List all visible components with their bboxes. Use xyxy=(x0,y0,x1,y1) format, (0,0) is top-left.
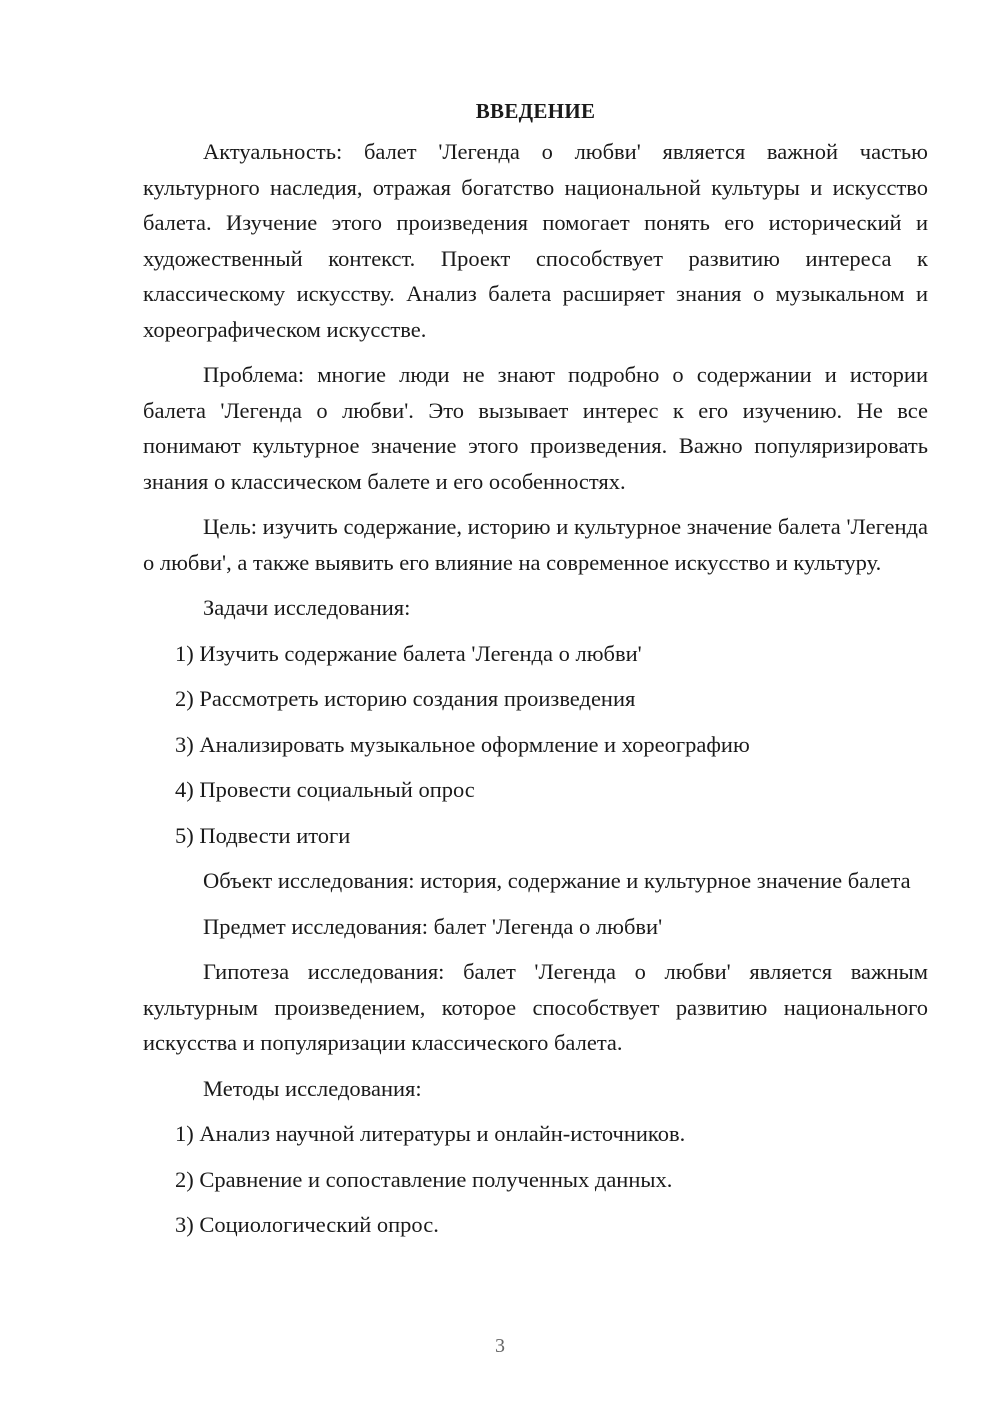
page-content xyxy=(143,96,928,1253)
object-paragraph: Объект исследования: история, содержание и культурное значение балета xyxy=(203,868,911,893)
task-item-4: 4) Провести социальный опрос xyxy=(175,777,475,802)
goal-paragraph: Цель: изучить содержание, историю и культурное значение балета 'Легенда о любви', а также выявить его влияние на современное искусство и культуру. xyxy=(143,514,928,575)
tasks-heading: Задачи исследования: xyxy=(203,595,411,620)
methods-heading: Методы исследования: xyxy=(203,1075,422,1101)
method-item-2: 2) Сравнение и сопоставление полученных данных. xyxy=(175,1166,673,1192)
relevance-paragraph: Актуальность: балет 'Легенда о любви' является важной частью культурного наследия, отражая богатство национальной культуры и искусство балета. Изучение этого произведения помогает понять его исторический и художественный контекст. Проект способствует развитию интереса к классическому искусству. Анализ балета расширяет знания о музыкальном и хореографическом искусстве. xyxy=(143,139,928,342)
task-item-1: 1) Изучить содержание балета 'Легенда о любви' xyxy=(175,640,642,666)
problem-paragraph: Проблема: многие люди не знают подробно о содержании и истории балета 'Легенда о любви'. Это вызывает интерес к его изучению. Не все понимают культурное значение этого произведения. Важно популяризировать знания о классическом балете и его особенностях. xyxy=(143,362,928,494)
task-item-3: 3) Анализировать музыкальное оформление и хореографию xyxy=(175,731,750,757)
task-item-5: 5) Подвести итоги xyxy=(175,822,351,848)
hypothesis-paragraph: Гипотеза исследования: балет 'Легенда о любви' является важным культурным произведением, которое способствует развитию национального искусства и популяризации классического балета. xyxy=(143,959,928,1055)
task-item-2: 2) Рассмотреть историю создания произведения xyxy=(175,686,636,711)
page-title: ВВЕДЕНИЕ xyxy=(475,99,596,123)
method-item-1: 1) Анализ научной литературы и онлайн-источников. xyxy=(175,1121,686,1146)
method-item-3: 3) Социологический опрос. xyxy=(175,1212,439,1237)
subject-line: Предмет исследования: балет 'Легенда о любви' xyxy=(203,913,663,939)
page-number: 3 xyxy=(495,1335,505,1357)
